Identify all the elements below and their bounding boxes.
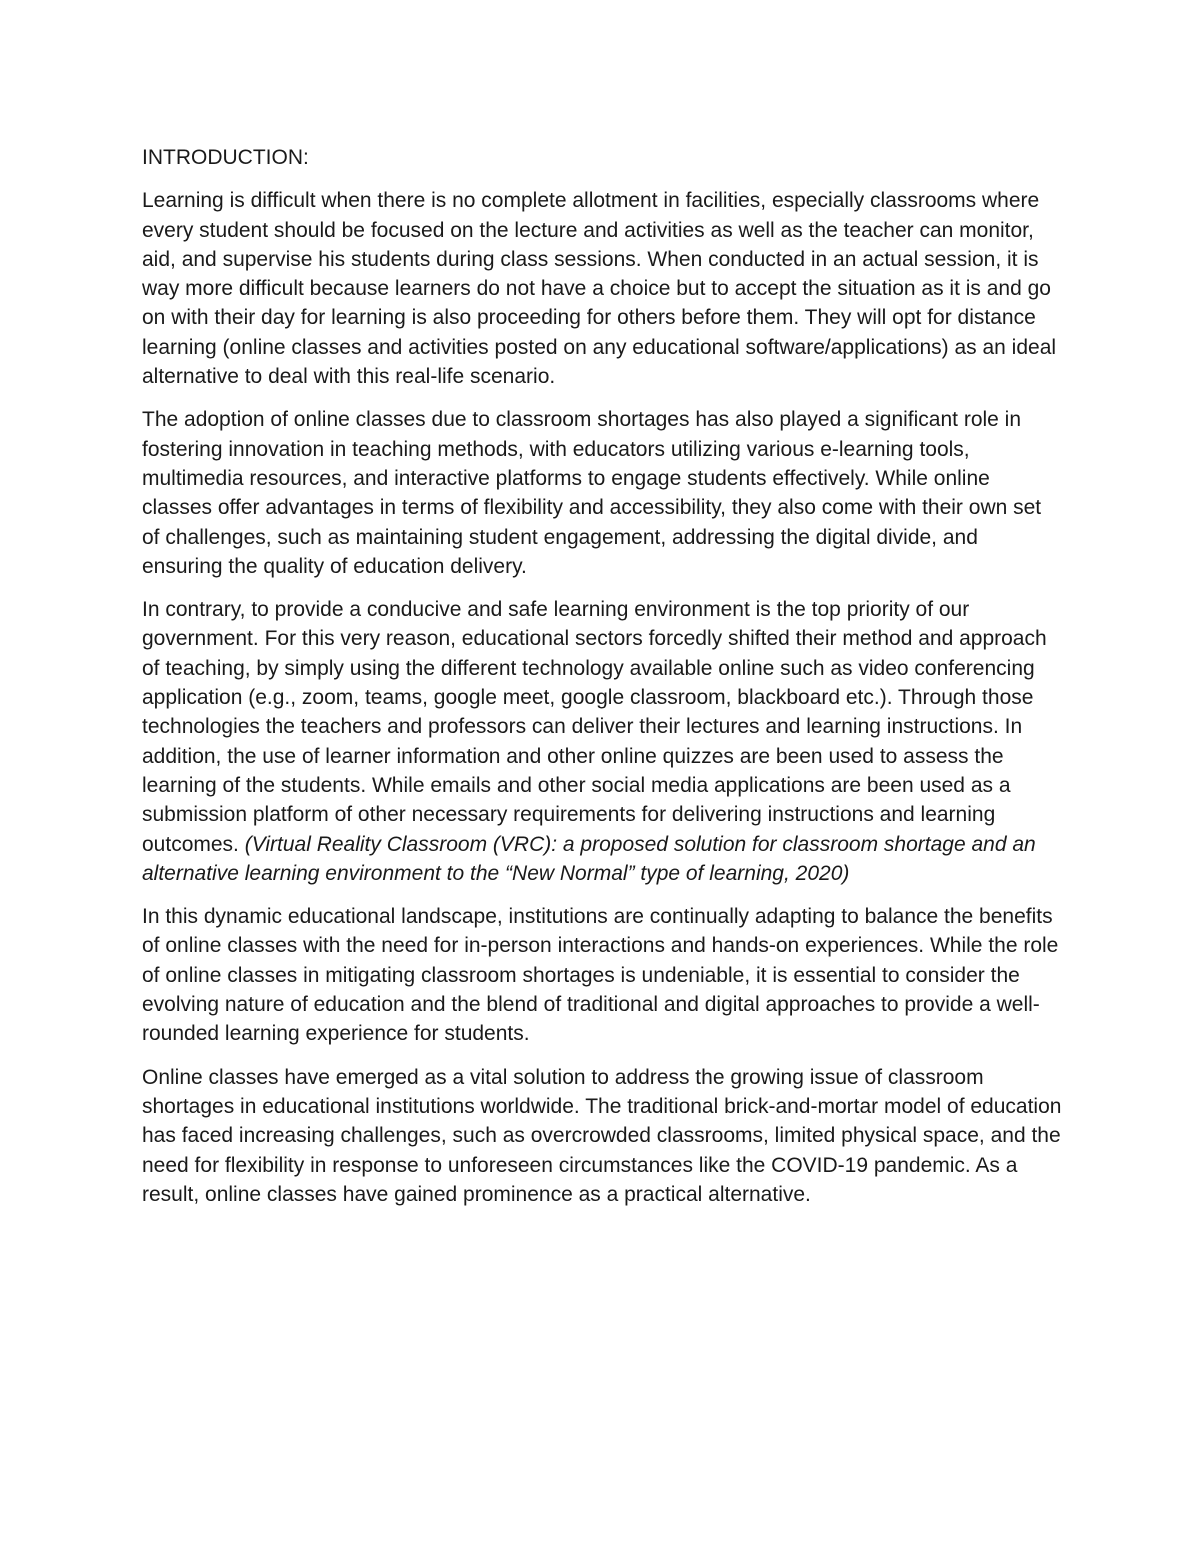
paragraph-4-text: In this dynamic educational landscape, institutions are continually adapting to balance the benefits of online classes with the need for in-person interactions and hands-on experiences. While the role of online classes in mitigating classroom shortages is undeniable, it is essential to consider the evolving nature of education and the blend of traditional and digital approaches to provide a well-rounded learning experience for students. — [142, 905, 1059, 1046]
paragraph-2 — [142, 405, 1064, 581]
section-heading: INTRODUCTION: — [142, 146, 309, 169]
paragraph-3-text: In contrary, to provide a conducive and safe learning environment is the top priority of our government. For this very reason, educational sectors forcedly shifted their method and approach of teaching, by simply using the different technology available online such as video conferencing application (e.g., zoom, teams, google meet, google classroom, blackboard etc.). Through those technologies the teachers and professors can deliver their lectures and learning instructions. In addition, the use of learner information and other online quizzes are been used to assess the learning of the students. While emails and other social media applications are been used as a submission platform of other necessary requirements for delivering instructions and learning outcomes. — [142, 598, 1047, 856]
paragraph-3 — [142, 595, 1064, 888]
paragraph-5-text: Online classes have emerged as a vital solution to address the growing issue of classroom shortages in educational institutions worldwide. The traditional brick-and-mortar model of education has faced increasing challenges, such as overcrowded classrooms, limited physical space, and the need for flexibility in response to unforeseen circumstances like the COVID-19 pandemic. As a result, online classes have gained prominence as a practical alternative. — [142, 1065, 1062, 1206]
paragraph-5 — [142, 1063, 1064, 1209]
paragraph-4 — [142, 902, 1064, 1048]
paragraph-2-text: The adoption of online classes due to classroom shortages has also played a significant role in fostering innovation in teaching methods, with educators utilizing various e-learning tools, multimedia resources, and interactive platforms to engage students effectively. While online classes offer advantages in terms of flexibility and accessibility, they also come with their own set of challenges, such as maintaining student engagement, addressing the digital divide, and ensuring the quality of education delivery. — [142, 408, 1042, 578]
paragraph-3-citation: (Virtual Reality Classroom (VRC): a proposed solution for classroom shortage and an alternative learning environment to the “New Normal” type of learning, 2020) — [142, 832, 1036, 885]
paragraph-1-text: Learning is difficult when there is no complete allotment in facilities, especially classrooms where every student should be focused on the lecture and activities as well as the teacher can monitor, aid, and supervise his students during class sessions. When conducted in an actual session, it is way more difficult because learners do not have a choice but to accept the situation as it is and go on with their day for learning is also proceeding for others before them. They will opt for distance learning (online classes and activities posted on any educational software/applications) as an ideal alternative to deal with this real-life scenario. — [142, 189, 1057, 389]
document-body — [142, 143, 1064, 1223]
paragraph-1 — [142, 186, 1064, 391]
